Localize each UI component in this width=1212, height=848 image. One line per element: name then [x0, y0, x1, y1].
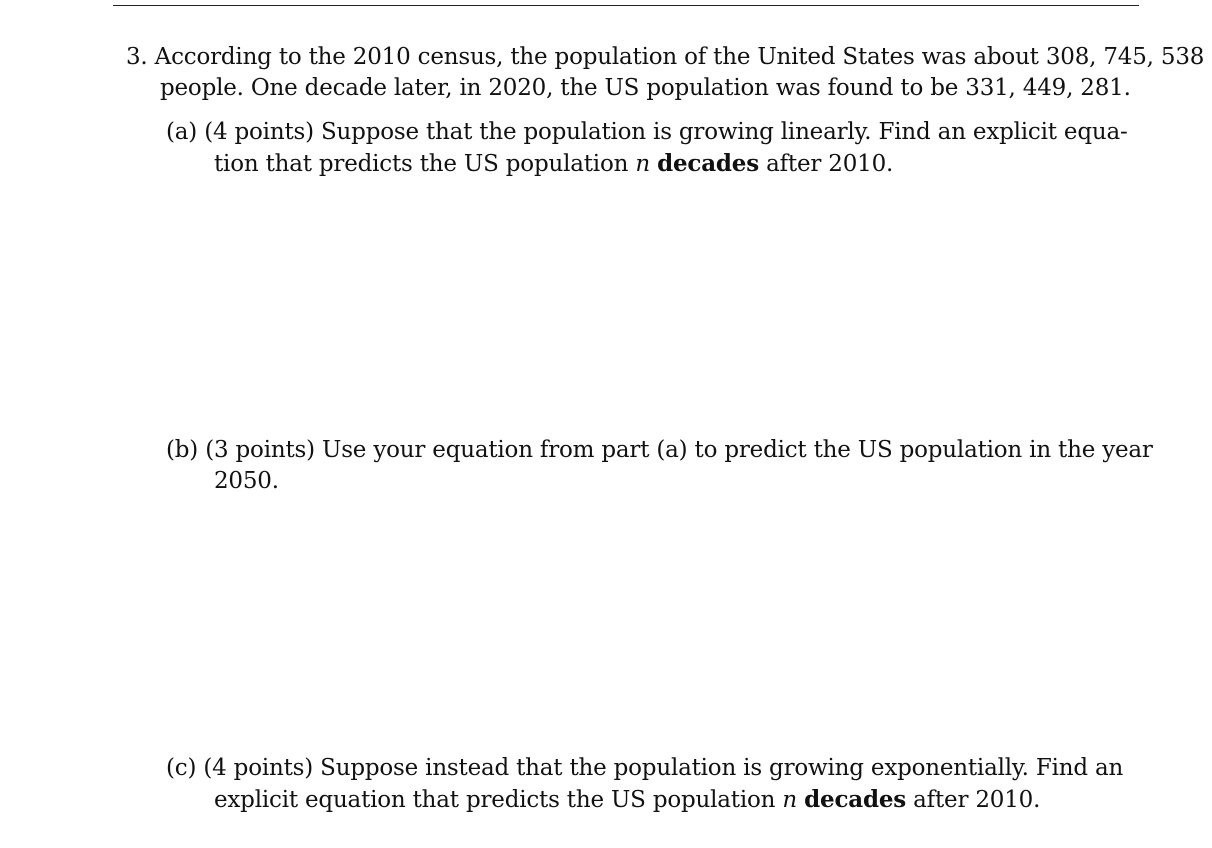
- part-b-line-1: [166, 435, 1153, 466]
- problem-number: 3.: [126, 44, 148, 70]
- problem-intro-line-2: people. One decade later, in 2020, the US population was found to be 331, 449, 281.: [160, 75, 1131, 101]
- part-a-variable: n: [635, 151, 650, 177]
- part-a-text-2: tion that predicts the US population: [214, 151, 629, 177]
- part-a-label: (a): [166, 119, 198, 145]
- part-a-line-1: [166, 117, 1128, 148]
- part-c-bold-term: decades: [804, 786, 907, 813]
- part-a-text-3: after 2010.: [766, 151, 894, 177]
- part-b-line-2: 2050.: [214, 468, 279, 494]
- part-a-line-2: [214, 148, 893, 180]
- part-c-line-2: [214, 784, 1040, 816]
- part-b-text-1: Use your equation from part (a) to predict the US population in the year: [322, 437, 1153, 463]
- part-c-points: (4 points): [203, 755, 314, 781]
- part-a-points: (4 points): [204, 119, 314, 145]
- problem-intro-line-1: [126, 42, 1204, 73]
- part-c-label: (c): [166, 755, 197, 781]
- part-c-line-1: [166, 753, 1123, 784]
- part-c-text-3: after 2010.: [913, 787, 1041, 813]
- part-a-text-1: Suppose that the population is growing linearly. Find an explicit equa-: [321, 119, 1128, 145]
- part-c-text-1: Suppose instead that the population is growing exponentially. Find an: [320, 755, 1124, 781]
- part-c-variable: n: [782, 787, 798, 813]
- problem-intro-text-1: According to the 2010 census, the population of the United States was about 308, 745, 538: [154, 44, 1205, 70]
- part-b-points: (3 points): [205, 437, 315, 463]
- part-c-text-2: explicit equation that predicts the US population: [214, 787, 776, 813]
- part-a-bold-term: decades: [657, 150, 759, 177]
- part-b-label: (b): [166, 437, 199, 463]
- header-rule: [113, 5, 1139, 6]
